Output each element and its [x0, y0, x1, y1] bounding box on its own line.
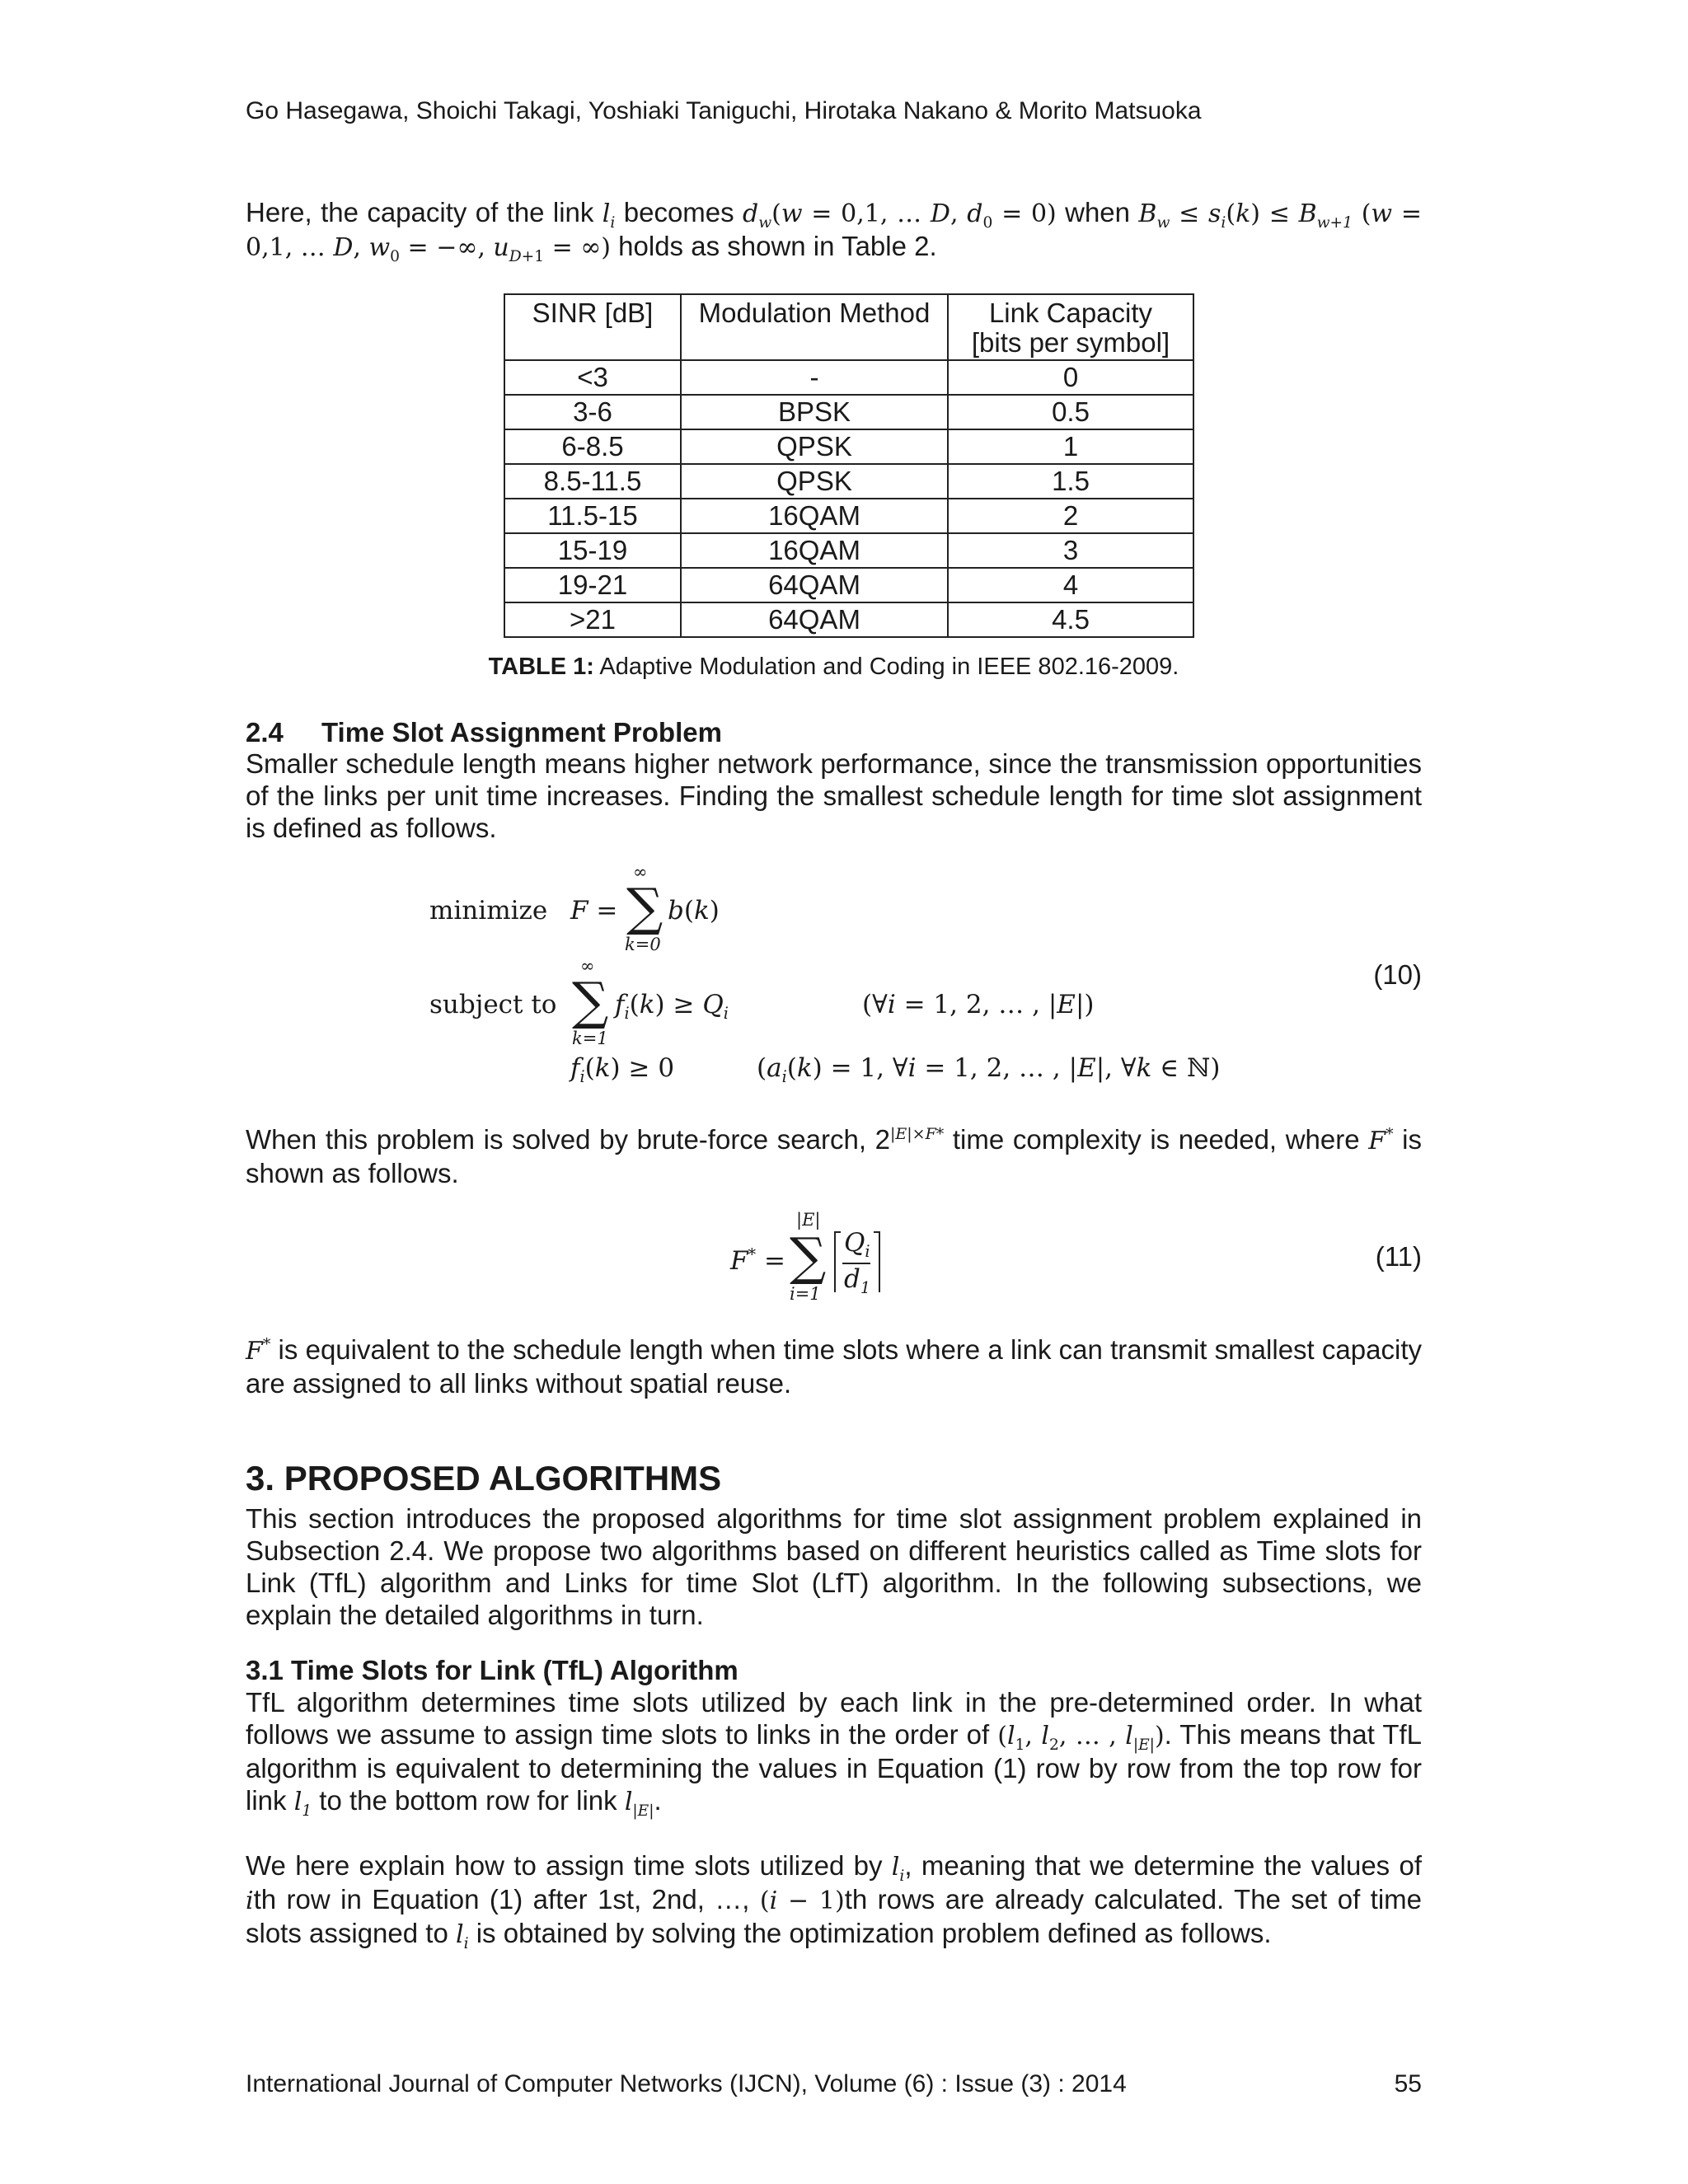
- eq11-sum-lower: i=1: [790, 1284, 821, 1304]
- table-header-cell: Modulation Method: [681, 294, 948, 360]
- table-row: [504, 429, 1193, 464]
- eq10-objective-term: b(k): [668, 896, 720, 926]
- table-row: [504, 533, 1193, 568]
- table-cell: 8.5-11.5: [504, 464, 681, 499]
- table-cell: 0.5: [948, 395, 1193, 429]
- table-row: [504, 602, 1193, 637]
- eq10-constraint-2: $f_i(k) \ge 0$: [570, 1053, 675, 1087]
- table-cell: <3: [504, 360, 681, 395]
- eq11-number: (11): [1375, 1241, 1422, 1272]
- table-cell: -: [681, 360, 948, 395]
- eq11-ceil-left: [834, 1231, 841, 1292]
- eq11-numerator: $Q_i$: [844, 1228, 870, 1262]
- table-cell: 3-6: [504, 395, 681, 429]
- table-row: [504, 499, 1193, 533]
- page-number: 55: [1394, 2070, 1422, 2097]
- eq10-constraint-1-domain: (∀i = 1, 2, … , |E|): [862, 990, 1095, 1019]
- eq10-sigma-2: ∑: [572, 971, 609, 1031]
- table-cell: 3: [948, 533, 1193, 568]
- eq11-denominator: $d_1$: [844, 1264, 871, 1298]
- section-heading-3-1: 3.1 Time Slots for Link (TfL) Algorithm: [246, 1655, 738, 1685]
- section-3-body: This section introduces the proposed algorithms for time slot assignment problem explained in Subsection 2.4. We propose two algorithms based on different heuristics called as Time slots for Link (TfL) algorithm and Links for time Slot (LfT) algorithm. In the following subsections, we explain the detailed algorithms in turn.: [246, 1503, 1422, 1630]
- table-cell: 64QAM: [681, 568, 948, 602]
- eq10-objective: F =: [570, 896, 618, 926]
- section-3-1-para-1: TfL algorithm determines time slots utilized by each link in the pre-determined order. In what follows we assume to assign time slots to links in the order of ($l_1$, $l_2$, … , $l_{|E|}$). This means that TfL algorithm is equivalent to determining the values in Equation (1) row by row from the top row for link $l_1$ to the bottom row for link $l_{|E|}$.: [246, 1687, 1423, 1820]
- eq10-number: (10): [1373, 959, 1422, 990]
- fstar-paragraph: F* is equivalent to the schedule length when time slots where a link can transmit smallest capacity are assigned to all links without spatial reuse.: [246, 1334, 1422, 1399]
- journal-footer: International Journal of Computer Networks (IJCN), Volume (6) : Issue (3) : 2014: [246, 2070, 1127, 2097]
- table-cell: 4.5: [948, 602, 1193, 637]
- amc-table: [504, 293, 1194, 638]
- section-3-1-para-2: We here explain how to assign time slots utilized by $l_i$, meaning that we determine the values of ith row in Equation (1) after 1st, 2nd, …, (i − 1)th rows are already calculated. The set of time slots assigned to $l_i$ is obtained by solving the optimization problem defined as follows.: [246, 1850, 1423, 1952]
- table-cell: 11.5-15: [504, 499, 681, 533]
- eq10-sum-upper: ∞: [633, 862, 648, 882]
- table-header-row: [504, 294, 1193, 360]
- eq10-constraint-2-domain: ($a_i(k) = 1$, ∀i = 1, 2, … , |E|, ∀k ∈ ℕ): [757, 1053, 1221, 1087]
- table-cell: QPSK: [681, 429, 948, 464]
- eq11-lhs: F* =: [730, 1244, 785, 1276]
- table-row: [504, 395, 1193, 429]
- eq10-sigma: ∑: [626, 877, 663, 937]
- running-header: Go Hasegawa, Shoichi Takagi, Yoshiaki Taniguchi, Hirotaka Nakano & Morito Matsuoka: [246, 97, 1202, 124]
- intro-paragraph: Here, the capacity of the link $l_i$ becomes $d_w(w = 0,1$, … D, $d_0 = 0$) when $B_w \le s_i(k) \le B_{w+1}$ (w = 0,1, … D, $w_0$ = −∞, $u_{D+1}$ = ∞) holds as shown in Table 2.: [246, 197, 1422, 265]
- table-cell: 1.5: [948, 464, 1193, 499]
- table-cell: 64QAM: [681, 602, 948, 637]
- table-row: [504, 360, 1193, 395]
- table-cell: 16QAM: [681, 533, 948, 568]
- table-cell: 4: [948, 568, 1193, 602]
- eq10-constraint-1: $f_i(k) \ge Q_i$: [615, 990, 729, 1024]
- table-header-cell: Link Capacity [bits per symbol]: [948, 294, 1193, 360]
- table-cell: QPSK: [681, 464, 948, 499]
- eq10-sum2-upper: ∞: [580, 956, 595, 976]
- eq10-sum2-lower: k=1: [572, 1029, 608, 1048]
- section-heading-2-4: 2.4 Time Slot Assignment Problem: [246, 717, 722, 748]
- table-caption: TABLE 1: Adaptive Modulation and Coding in IEEE 802.16-2009.: [488, 654, 1179, 680]
- table-cell: 16QAM: [681, 499, 948, 533]
- table-cell: 19-21: [504, 568, 681, 602]
- section-heading-3: 3. PROPOSED ALGORITHMS: [246, 1459, 722, 1497]
- table-cell: 1: [948, 429, 1193, 464]
- section-2-4-body: Smaller schedule length means higher network performance, since the transmission opportunities of the links per unit time increases. Finding the smallest schedule length for time slot assignment is defined as follows.: [246, 748, 1422, 843]
- table-cell: >21: [504, 602, 681, 637]
- eq10-sum-lower: k=0: [625, 935, 661, 954]
- table-cell: 15-19: [504, 533, 681, 568]
- eq10-subject-to-label: subject to: [429, 990, 557, 1019]
- eq11-sum-upper: |E|: [796, 1210, 821, 1230]
- eq11-ceil-right: [874, 1231, 880, 1292]
- eq10-minimize-label: minimize: [429, 896, 548, 926]
- table-cell: 2: [948, 499, 1193, 533]
- table-row: [504, 568, 1193, 602]
- table-row: [504, 464, 1193, 499]
- table-cell: BPSK: [681, 395, 948, 429]
- eq11-sigma: ∑: [790, 1226, 827, 1286]
- table-cell: 0: [948, 360, 1193, 395]
- brute-force-paragraph: When this problem is solved by brute-force search, $2^{|E|\times F*}$ time complexity is needed, where F* is shown as follows.: [246, 1124, 1423, 1188]
- table-header-cell: SINR [dB]: [504, 294, 681, 360]
- table-cell: 6-8.5: [504, 429, 681, 464]
